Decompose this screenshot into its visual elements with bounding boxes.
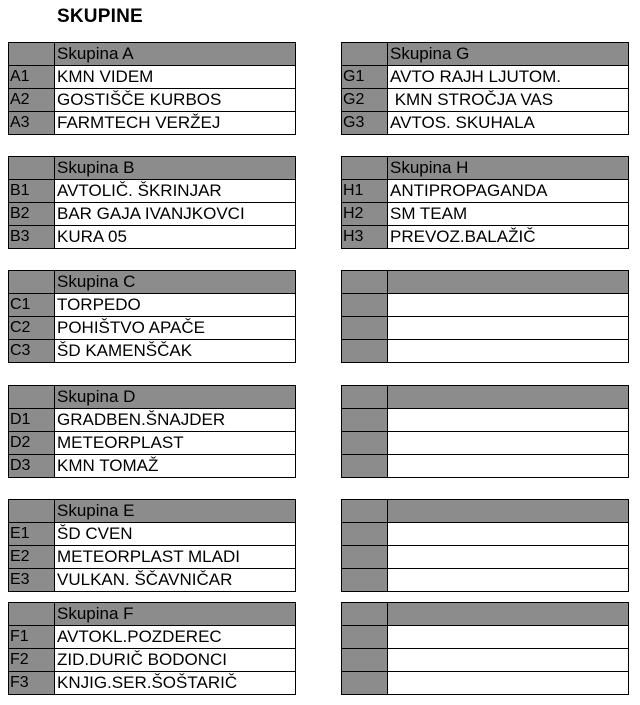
team-code: [342, 626, 388, 649]
team-name: AVTO RAJH LJUTOM.: [388, 66, 629, 89]
team-name: METEORPLAST MLADI: [55, 546, 296, 569]
table-row: [342, 340, 629, 363]
group-table-h: [341, 156, 629, 249]
table-row: [342, 523, 629, 546]
table-row: [342, 66, 629, 89]
table-row: [9, 180, 296, 203]
team-name: BAR GAJA IVANJKOVCI: [55, 203, 296, 226]
table-row: [9, 226, 296, 249]
team-code: H2: [342, 203, 388, 226]
team-name: ŠD CVEN: [55, 523, 296, 546]
table-row: [9, 203, 296, 226]
team-code: C2: [9, 317, 55, 340]
team-name: [388, 569, 629, 592]
group-table-c: [8, 270, 296, 363]
team-name: ZID.DURIČ BODONCI: [55, 649, 296, 672]
group-header-code: [342, 500, 388, 523]
table-row: [342, 455, 629, 478]
team-name: KMN VIDEM: [55, 66, 296, 89]
team-code: E3: [9, 569, 55, 592]
group-header-code: [342, 271, 388, 294]
group-table-empty: [341, 499, 629, 592]
group-header-code: [9, 603, 55, 626]
team-code: C1: [9, 294, 55, 317]
table-row: [342, 569, 629, 592]
group-name: [388, 500, 629, 523]
table-row: [9, 340, 296, 363]
team-code: B2: [9, 203, 55, 226]
table-row: [342, 546, 629, 569]
team-code: [342, 409, 388, 432]
team-code: A1: [9, 66, 55, 89]
team-name: METEORPLAST: [55, 432, 296, 455]
team-code: [342, 672, 388, 695]
group-name: Skupina D: [55, 386, 296, 409]
group-name: Skupina F: [55, 603, 296, 626]
team-code: F2: [9, 649, 55, 672]
team-name: [388, 432, 629, 455]
team-code: F3: [9, 672, 55, 695]
group-header-code: [9, 157, 55, 180]
team-name: [388, 340, 629, 363]
group-header-code: [9, 271, 55, 294]
table-row: [342, 89, 629, 112]
group-name: Skupina H: [388, 157, 629, 180]
table-row: [342, 317, 629, 340]
table-row: [342, 649, 629, 672]
group-table-g: [341, 42, 629, 135]
team-name: [388, 455, 629, 478]
team-code: B1: [9, 180, 55, 203]
team-code: C3: [9, 340, 55, 363]
team-name: [388, 294, 629, 317]
table-row: [342, 294, 629, 317]
table-row: [9, 89, 296, 112]
table-row: [342, 409, 629, 432]
team-name: SM TEAM: [388, 203, 629, 226]
table-row: [342, 672, 629, 695]
group-name: Skupina E: [55, 500, 296, 523]
group-name: [388, 603, 629, 626]
team-name: ANTIPROPAGANDA: [388, 180, 629, 203]
group-table-f: [8, 602, 296, 695]
team-code: D3: [9, 455, 55, 478]
group-table-empty: [341, 602, 629, 695]
team-name: GOSTIŠČE KURBOS: [55, 89, 296, 112]
group-table-empty: [341, 385, 629, 478]
group-table-b: [8, 156, 296, 249]
team-name: GRADBEN.ŠNAJDER: [55, 409, 296, 432]
group-name: [388, 386, 629, 409]
team-code: A2: [9, 89, 55, 112]
group-name: Skupina G: [388, 43, 629, 66]
table-row: [9, 432, 296, 455]
team-code: [342, 569, 388, 592]
table-row: [9, 569, 296, 592]
team-code: F1: [9, 626, 55, 649]
team-code: [342, 432, 388, 455]
team-code: D2: [9, 432, 55, 455]
team-name: [388, 546, 629, 569]
team-name: [388, 523, 629, 546]
team-code: [342, 523, 388, 546]
team-name: KURA 05: [55, 226, 296, 249]
team-code: H1: [342, 180, 388, 203]
table-row: [9, 546, 296, 569]
table-row: [9, 317, 296, 340]
team-code: E1: [9, 523, 55, 546]
group-header-code: [9, 500, 55, 523]
team-name: AVTOKL.POZDEREC: [55, 626, 296, 649]
table-row: [9, 649, 296, 672]
table-row: [9, 672, 296, 695]
team-code: [342, 546, 388, 569]
group-name: Skupina A: [55, 43, 296, 66]
team-code: B3: [9, 226, 55, 249]
team-name: [388, 317, 629, 340]
team-name: KMN TOMAŽ: [55, 455, 296, 478]
group-table-a: [8, 42, 296, 135]
team-code: A3: [9, 112, 55, 135]
page-title: SKUPINE: [57, 6, 143, 27]
table-row: [342, 112, 629, 135]
team-name: TORPEDO: [55, 294, 296, 317]
table-row: [9, 455, 296, 478]
team-code: G3: [342, 112, 388, 135]
table-row: [9, 112, 296, 135]
group-header-code: [9, 43, 55, 66]
team-name: PREVOZ.BALAŽIČ: [388, 226, 629, 249]
team-name: POHIŠTVO APAČE: [55, 317, 296, 340]
team-name: [388, 626, 629, 649]
group-table-d: [8, 385, 296, 478]
team-name: KNJIG.SER.ŠOŠTARIČ: [55, 672, 296, 695]
group-header-code: [9, 386, 55, 409]
team-code: [342, 649, 388, 672]
group-table-empty: [341, 270, 629, 363]
team-code: G2: [342, 89, 388, 112]
team-name: [388, 409, 629, 432]
group-header-code: [342, 603, 388, 626]
table-row: [342, 432, 629, 455]
group-header-code: [342, 386, 388, 409]
team-name: [388, 672, 629, 695]
team-name: ŠD KAMENŠČAK: [55, 340, 296, 363]
group-name: [388, 271, 629, 294]
team-name: VULKAN. ŠČAVNIČAR: [55, 569, 296, 592]
team-code: [342, 317, 388, 340]
table-row: [342, 203, 629, 226]
table-row: [9, 294, 296, 317]
team-code: [342, 294, 388, 317]
team-code: E2: [9, 546, 55, 569]
table-row: [342, 226, 629, 249]
team-code: [342, 455, 388, 478]
team-code: [342, 340, 388, 363]
table-row: [342, 180, 629, 203]
team-code: D1: [9, 409, 55, 432]
group-header-code: [342, 43, 388, 66]
group-name: Skupina C: [55, 271, 296, 294]
group-header-code: [342, 157, 388, 180]
group-table-e: [8, 499, 296, 592]
team-name: FARMTECH VERŽEJ: [55, 112, 296, 135]
team-name: [388, 649, 629, 672]
group-name: Skupina B: [55, 157, 296, 180]
team-code: H3: [342, 226, 388, 249]
team-code: G1: [342, 66, 388, 89]
table-row: [9, 66, 296, 89]
table-row: [9, 409, 296, 432]
table-row: [9, 523, 296, 546]
team-name: AVTOS. SKUHALA: [388, 112, 629, 135]
team-name: KMN STROČJA VAS: [388, 89, 629, 112]
table-row: [342, 626, 629, 649]
team-name: AVTOLIČ. ŠKRINJAR: [55, 180, 296, 203]
table-row: [9, 626, 296, 649]
